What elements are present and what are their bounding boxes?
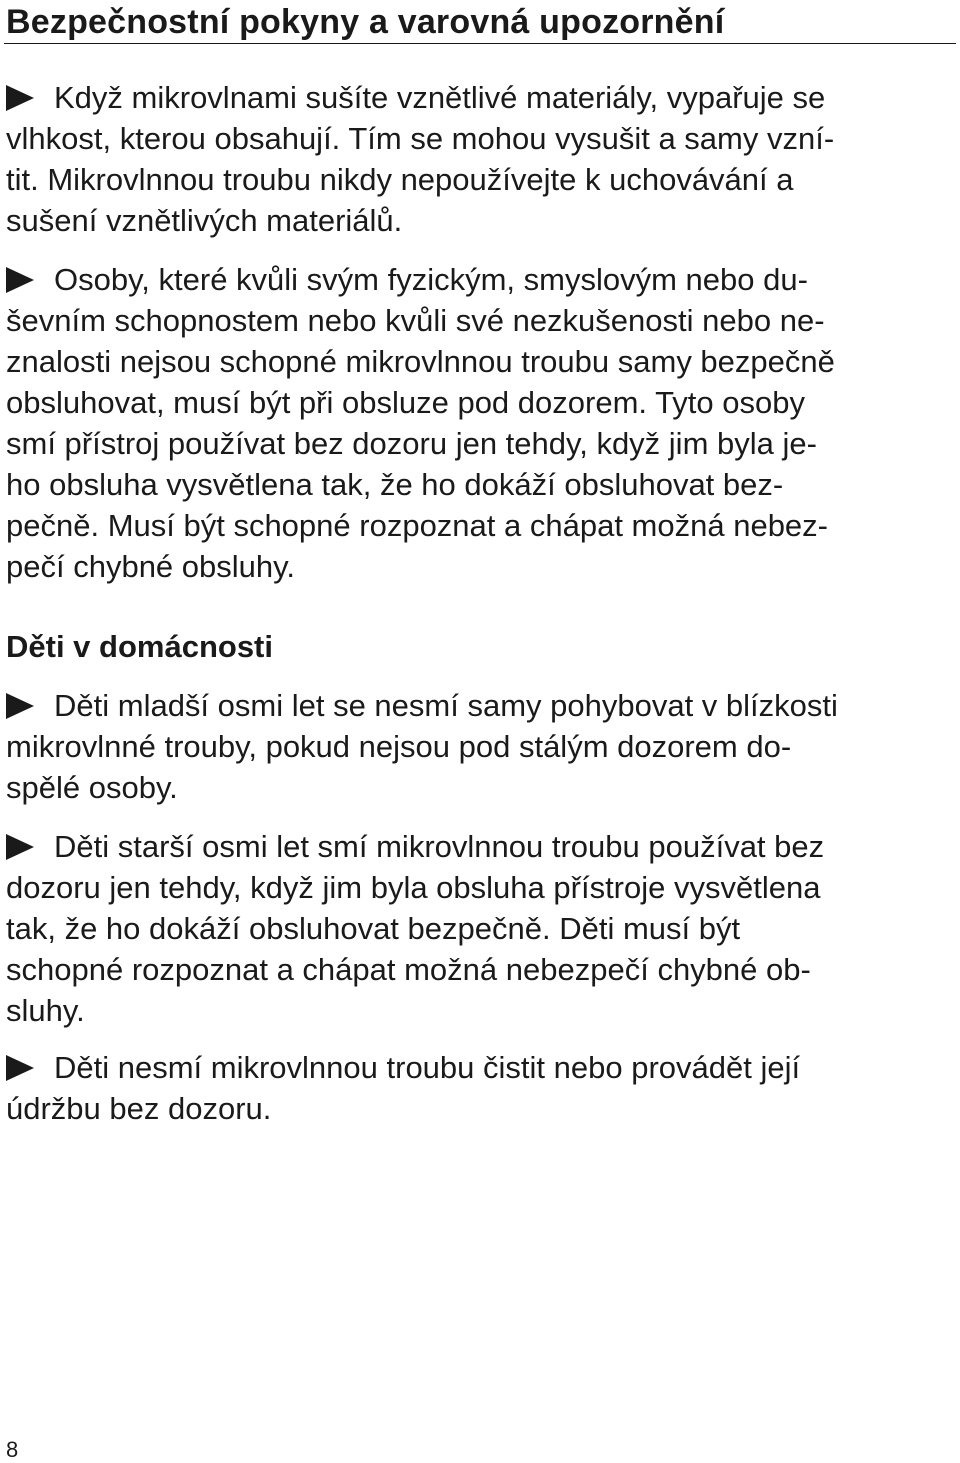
paragraph-line: dozoru jen tehdy, když jim byla obsluha přístroje vysvětlena xyxy=(6,870,821,905)
triangle-bullet-icon xyxy=(6,267,34,293)
paragraph-line: obsluhovat, musí být při obsluze pod dozorem. Tyto osoby xyxy=(6,385,805,420)
triangle-bullet-icon xyxy=(6,834,34,860)
warning-paragraph-supervision xyxy=(6,259,952,587)
paragraph-line: tit. Mikrovlnnou troubu nikdy nepoužívejte k uchovávání a xyxy=(6,162,794,197)
page-number: 8 xyxy=(6,1437,19,1462)
paragraph-line: Když mikrovlnami sušíte vznětlivé materiály, vypařuje se xyxy=(6,80,825,115)
paragraph-line: sušení vznětlivých materiálů. xyxy=(6,203,403,238)
warning-paragraph-children-under-8 xyxy=(6,685,952,808)
warning-paragraph-flammable xyxy=(6,77,952,241)
paragraph-line: mikrovlnné trouby, pokud nejsou pod stálým dozorem do- xyxy=(6,729,792,764)
paragraph-line: údržbu bez dozoru. xyxy=(6,1091,272,1126)
paragraph-line: Děti starší osmi let smí mikrovlnnou troubu používat bez xyxy=(6,829,824,864)
paragraph-line: znalosti nejsou schopné mikrovlnnou troubu samy bezpečně xyxy=(6,344,835,379)
section-heading-children: Děti v domácnosti xyxy=(6,629,273,664)
title-divider xyxy=(4,43,956,44)
paragraph-line: spělé osoby. xyxy=(6,770,178,805)
paragraph-line: smí přístroj používat bez dozoru jen tehdy, když jim byla je- xyxy=(6,426,817,461)
paragraph-line: vlhkost, kterou obsahují. Tím se mohou vysušit a samy vzní- xyxy=(6,121,835,156)
paragraph-line: pečí chybné obsluhy. xyxy=(6,549,295,584)
paragraph-line: ševním schopnostem nebo kvůli své nezkušenosti nebo ne- xyxy=(6,303,825,338)
warning-paragraph-children-over-8 xyxy=(6,826,952,1031)
triangle-bullet-icon xyxy=(6,1055,34,1081)
paragraph-line: Děti mladší osmi let se nesmí samy pohybovat v blízkosti xyxy=(6,688,838,723)
paragraph-line: Osoby, které kvůli svým fyzickým, smyslovým nebo du- xyxy=(6,262,808,297)
paragraph-line: sluhy. xyxy=(6,993,85,1028)
paragraph-line: tak, že ho dokáží obsluhovat bezpečně. Děti musí být xyxy=(6,911,741,946)
paragraph-line: ho obsluha vysvětlena tak, že ho dokáží obsluhovat bez- xyxy=(6,467,784,502)
warning-paragraph-children-cleaning xyxy=(6,1047,952,1129)
paragraph-line: schopné rozpoznat a chápat možná nebezpečí chybné ob- xyxy=(6,952,811,987)
paragraph-line: pečně. Musí být schopné rozpoznat a chápat možná nebez- xyxy=(6,508,828,543)
triangle-bullet-icon xyxy=(6,85,34,111)
page-title: Bezpečnostní pokyny a varovná upozornění xyxy=(6,3,725,41)
paragraph-line: Děti nesmí mikrovlnnou troubu čistit nebo provádět její xyxy=(6,1050,800,1085)
triangle-bullet-icon xyxy=(6,693,34,719)
